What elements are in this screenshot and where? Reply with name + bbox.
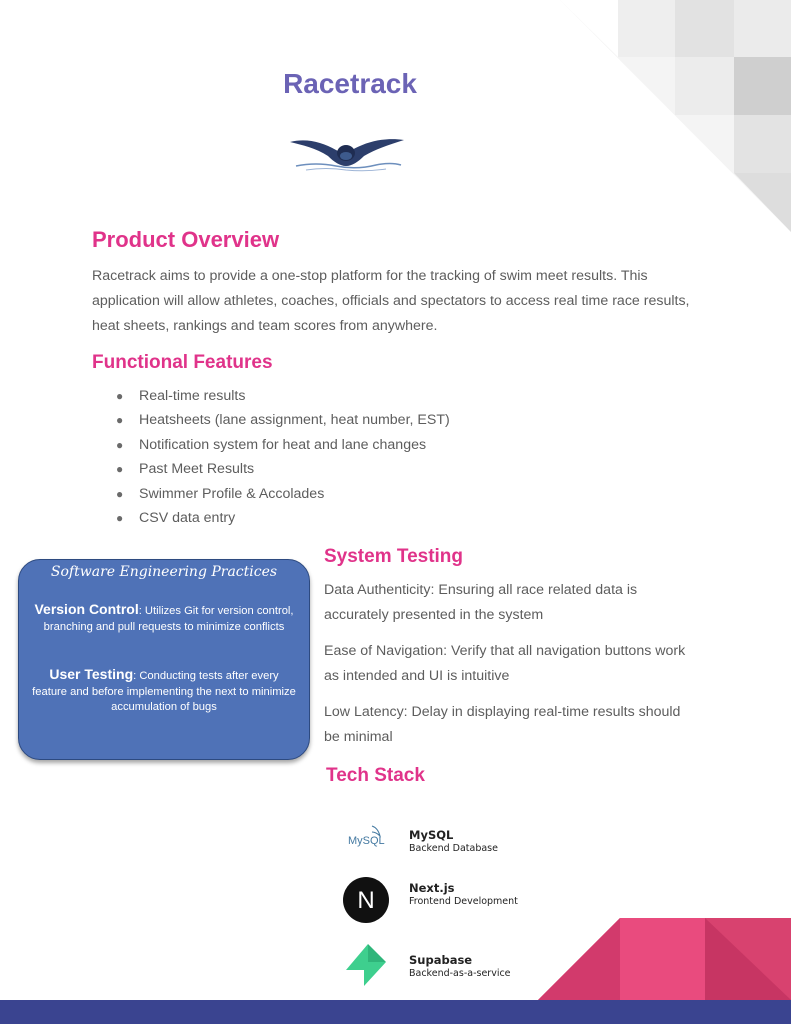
product-overview-heading: Product Overview [92,227,280,252]
feature-text: Real-time results [139,388,246,404]
testing-line: as intended and UI is intuitive [324,667,510,684]
list-item [116,433,450,457]
list-item [116,408,450,432]
list-item [116,482,450,506]
tech-name: MySQL [409,828,454,842]
tech-name: Supabase [409,953,473,967]
overview-line: Racetrack aims to provide a one-stop platform for the tracking of swim meet results. This [92,268,648,284]
supabase-icon [342,942,390,990]
swimmer-illustration [286,132,408,174]
feature-text: Swimmer Profile & Accolades [139,485,325,502]
practice-label: User Testing [49,666,134,682]
testing-line: accurately presented in the system [324,606,544,623]
bullet-icon: ● [116,462,124,477]
bullet-icon: ● [116,510,124,525]
tech-stack-heading: Tech Stack [326,765,425,786]
list-item [116,457,450,481]
practice-text: : Utilizes Git for version control, branching and pull requests to minimize conflicts [43,605,294,633]
practices-card [18,559,310,760]
testing-line: Data Authenticity: Ensuring all race related data is [324,582,638,598]
bullet-icon: ● [116,389,124,403]
mysql-logo-text: MySQL [348,835,385,847]
feature-text: Notification system for heat and lane changes [139,436,427,453]
practice-text: : Conducting tests after every feature and before implementing the next to minimize accumulation of bugs [32,670,296,713]
feature-text: Past Meet Results [139,461,255,478]
tech-desc: Backend Database [409,843,498,854]
practice-version-control [31,602,297,635]
practice-label: Version Control [34,601,139,617]
feature-text: Heatsheets (lane assignment, heat number, EST) [139,412,450,429]
practices-card-title: Software Engineering Practices [50,564,278,580]
system-testing-heading: System Testing [324,546,464,567]
testing-line: Low Latency: Delay in displaying real-time results should [324,704,681,720]
tech-name: Next.js [409,881,455,895]
mysql-icon [342,818,390,866]
tech-desc: Frontend Development [409,896,518,907]
list-item [116,506,450,530]
overview-line: heat sheets, rankings and team scores from anywhere. [92,318,438,334]
testing-item [324,639,704,688]
bullet-icon: ● [116,486,124,501]
feature-text: CSV data entry [139,509,236,526]
bullet-icon: ● [116,437,124,452]
footer-bar [0,1000,791,1024]
testing-item [324,578,704,627]
features-list [116,384,450,530]
functional-features-heading: Functional Features [92,352,273,373]
product-overview-paragraph [92,264,712,339]
testing-item [324,700,704,749]
list-item [116,384,450,408]
practice-user-testing [31,667,297,716]
nextjs-icon [342,876,390,924]
page-title: Racetrack [283,68,417,99]
overview-line: application will allow athletes, coaches, officials and spectators to access real time race results, [92,293,690,309]
testing-line: be minimal [324,728,393,745]
bullet-icon: ● [116,413,124,428]
testing-line: Ease of Navigation: Verify that all navigation buttons work [324,643,686,659]
nextjs-logo-text: N [357,887,375,914]
tech-desc: Backend-as-a-service [409,968,511,979]
